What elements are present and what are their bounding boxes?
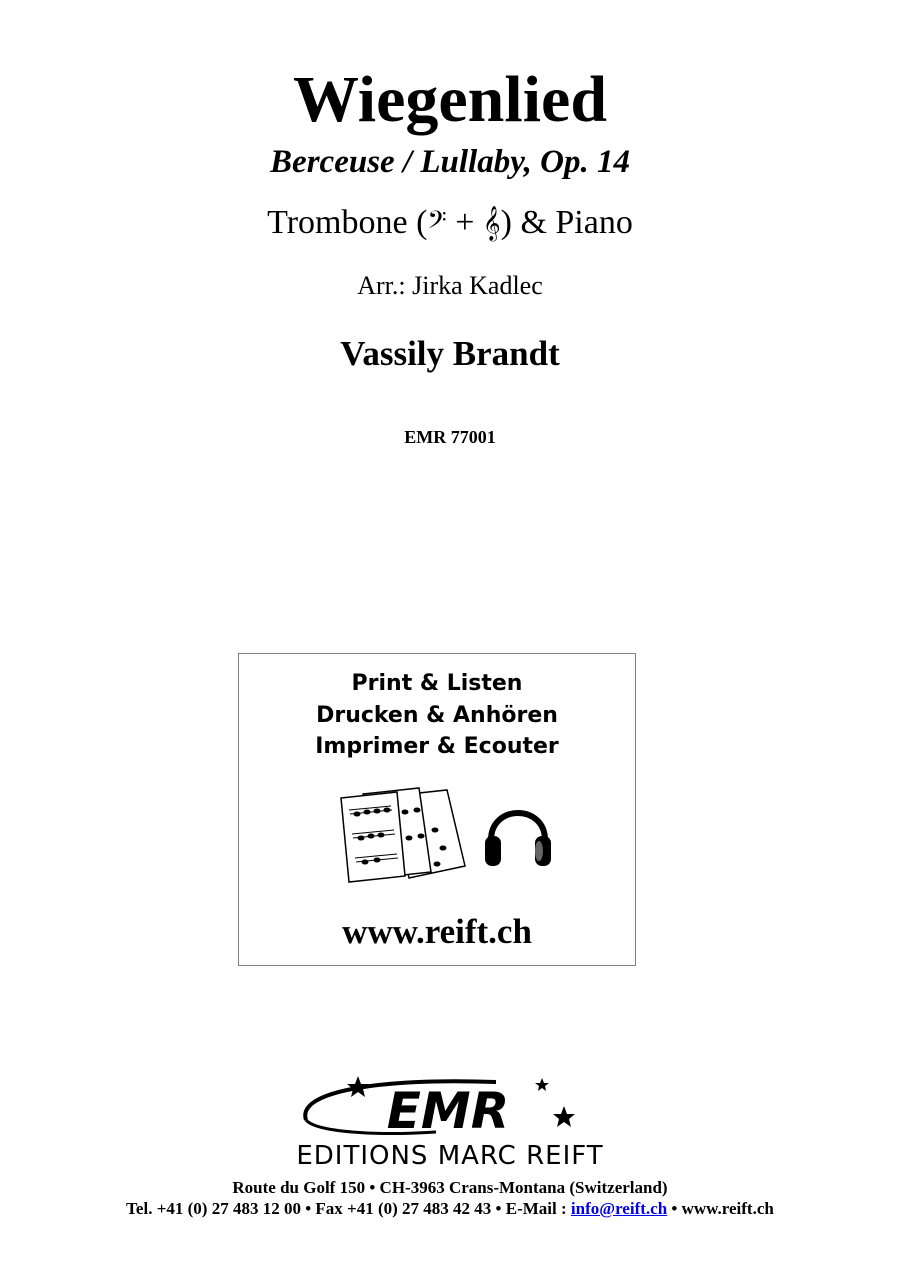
email-link[interactable]: info@reift.ch [570,1199,668,1218]
promo-line-english: Print & Listen [351,671,523,696]
instr-suffix: ) & Piano [500,204,633,241]
sheet-music-icon [339,786,469,886]
promo-box [238,653,636,966]
catalog-number: EMR 77001 [404,427,496,447]
publisher-contact [0,1199,900,1219]
promo-line-french: Imprimer & Ecouter [315,734,559,759]
emr-logo [236,1070,664,1170]
instr-plus: + [446,204,483,241]
arranger: Arr.: Jirka Kadlec [357,271,543,300]
instrumentation [0,201,900,246]
instr-prefix: Trombone ( [267,204,428,241]
publisher-address: Route du Golf 150 • CH-3963 Crans-Montana (Switzerland) [232,1178,668,1197]
composer: Vassily Brandt [340,334,560,373]
promo-line-german: Drucken & Anhören [316,703,558,728]
logo-publisher-name: EDITIONS MARC REIFT [296,1141,604,1170]
page-title: Wiegenlied [292,63,608,136]
tel-fax: Tel. +41 (0) 27 483 12 00 • Fax +41 (0) 27 483 42 43 • E-Mail : [126,1199,571,1218]
subtitle: Berceuse / Lullaby, Op. 14 [270,144,630,180]
logo-emr-text: EMR [386,1082,510,1140]
treble-clef-icon: 𝄞 [482,206,501,241]
bass-clef-icon: 𝄢 [427,206,447,241]
headphones-icon [483,794,553,874]
promo-url[interactable]: www.reift.ch [342,912,532,951]
web-address[interactable]: • www.reift.ch [667,1199,774,1218]
